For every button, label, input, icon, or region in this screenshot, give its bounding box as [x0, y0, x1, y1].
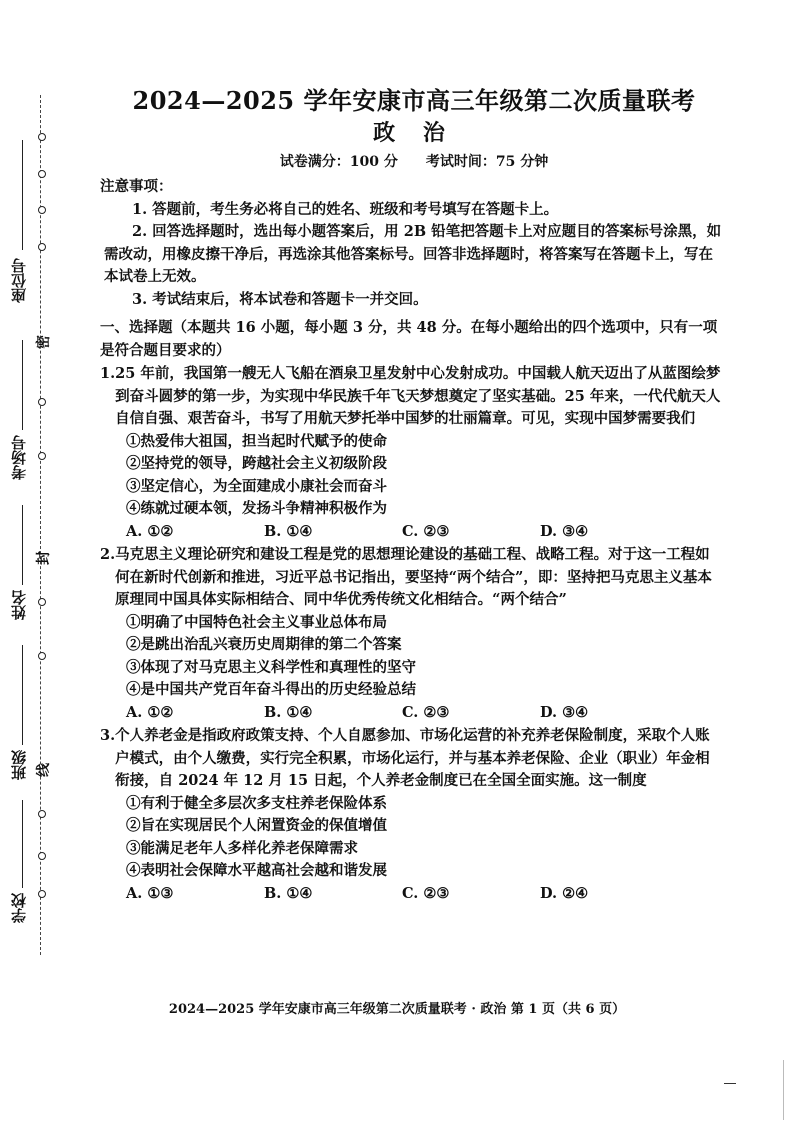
question-1	[100, 363, 724, 543]
statement-item: ④练就过硬本领，发扬斗争精神积极作为	[126, 500, 387, 517]
question-stem: 马克思主义理论研究和建设工程是党的思想理论建设的基础工程、战略工程。对于这一工程如何在新时代创新和推进，习近平总书记指出，要坚持“两个结合”，即：坚持把马克思主义基本原理同中国具体实际相结合、同中华优秀传统文化相结合。“两个结合”	[115, 546, 712, 608]
school-label: 学校	[10, 893, 28, 923]
question-stem: 个人养老金是指政府政策支持、个人自愿参加、市场化运营的补充养老保险制度，采取个人账户模式，由个人缴费，实行完全积累，市场化运行，并与基本养老保险、企业（职业）年金相衔接，自 2024 年 12 月 15 日起，个人养老金制度已在全国全面实施。这一制度	[115, 727, 710, 789]
question-3	[100, 725, 724, 905]
choice-c: C. ②③	[402, 522, 450, 540]
choice-b: B. ①④	[264, 884, 313, 902]
question-number: 3.	[100, 727, 116, 744]
seat-label: 座位号	[10, 258, 28, 303]
page-footer: 2024—2025 学年安康市高三年级第二次质量联考 · 政治 第 1 页（共 6 页）	[168, 1002, 626, 1017]
hole-marker	[38, 398, 46, 406]
seal-char: 密	[36, 335, 52, 349]
statement-item: ①热爱伟大祖国，担当起时代赋予的使命	[126, 432, 387, 450]
answer-choices	[104, 702, 724, 725]
scan-mark	[724, 1083, 736, 1084]
choice-b: B. ①④	[264, 703, 313, 721]
class-label: 班级	[10, 750, 28, 780]
statement-item: ④表明社会保障水平越高社会越和谐发展	[126, 862, 387, 879]
choice-c: C. ②③	[402, 884, 450, 902]
choice-d: D. ②④	[540, 884, 589, 902]
question-number: 1.	[100, 365, 116, 382]
statement-item: ③体现了对马克思主义科学性和真理性的坚守	[126, 658, 416, 676]
hole-marker	[38, 852, 46, 860]
room-line	[22, 340, 23, 430]
notes-heading: 注意事项：	[100, 178, 173, 195]
choice-a: A. ①③	[126, 884, 174, 902]
choice-d: D. ③④	[540, 522, 589, 540]
seal-dashed-line	[40, 95, 41, 955]
hole-marker	[38, 810, 46, 818]
class-line	[22, 645, 23, 745]
note-item: 2. 回答选择题时，选出每小题答案后，用 2B 铅笔把答题卡上对应题目的答案标号涂黑，如需改动，用橡皮擦干净后，再选涂其他答案标号。回答非选择题时，将答案写在答题卡上，写在本试卷上无效。	[104, 223, 722, 285]
hole-marker	[38, 206, 46, 214]
section-heading: 一、选择题（本题共 16 小题，每小题 3 分，共 48 分。在每小题给出的四个选项中，只有一项是符合题目要求的）	[100, 319, 718, 359]
seal-char: 线	[36, 763, 52, 777]
hole-marker	[38, 890, 46, 898]
binding-strip	[0, 0, 80, 1123]
statement-item: ②是跳出治乱兴衰历史周期律的第二个答案	[126, 636, 402, 653]
exam-time: 考试时间：75 分钟	[425, 154, 549, 170]
seal-char: 封	[36, 551, 52, 565]
hole-marker	[38, 170, 46, 178]
answer-choices	[104, 521, 724, 544]
statement-item: ①明确了中国特色社会主义事业总体布局	[126, 613, 387, 631]
note-item: 3. 考试结束后，将本试卷和答题卡一并交回。	[132, 290, 428, 308]
statement-item: ③坚定信心，为全面建成小康社会而奋斗	[126, 477, 387, 495]
statement-item: ①有利于健全多层次多支柱养老保险体系	[126, 794, 387, 812]
full-score: 试卷满分：100 分	[279, 154, 398, 170]
subject-title: 政 治	[373, 120, 455, 146]
exam-room-label: 考场号	[10, 435, 28, 480]
answer-choices	[104, 883, 724, 906]
note-item: 1. 答题前，考生务必将自己的姓名、班级和考号填写在答题卡上。	[132, 200, 559, 218]
exam-page	[100, 86, 724, 905]
statement-item: ④是中国共产党百年奋斗得出的历史经验总结	[126, 681, 416, 698]
hole-marker	[38, 133, 46, 141]
page-edge	[783, 1060, 784, 1120]
seat-line	[22, 140, 23, 250]
statement-item: ②旨在实现居民个人闲置资金的保值增值	[126, 817, 387, 834]
question-2	[100, 544, 724, 724]
choice-d: D. ③④	[540, 703, 589, 721]
name-label: 姓名	[10, 590, 28, 620]
hole-marker	[38, 452, 46, 460]
statement-item: ②坚持党的领导，跨越社会主义初级阶段	[126, 455, 387, 472]
name-line	[22, 505, 23, 585]
question-number: 2.	[100, 546, 116, 563]
exam-meta	[104, 152, 724, 172]
exam-title: 2024—2025 学年安康市高三年级第二次质量联考	[132, 86, 696, 115]
choice-b: B. ①④	[264, 522, 313, 540]
hole-marker	[38, 598, 46, 606]
school-line	[22, 800, 23, 888]
choice-a: A. ①②	[126, 522, 174, 540]
question-stem: 25 年前，我国第一艘无人飞船在酒泉卫星发射中心发射成功。中国载人航天迈出了从蓝图绘梦到奋斗圆梦的第一步，为实现中华民族千年飞天梦想奠定了坚实基础。25 年来，一代代航天人自信自强、艰苦奋斗，书写了用航天梦托举中国梦的壮丽篇章。可见，实现中国梦需要我们	[115, 365, 721, 427]
choice-c: C. ②③	[402, 703, 450, 721]
choice-a: A. ①②	[126, 703, 174, 721]
hole-marker	[38, 243, 46, 251]
hole-marker	[38, 652, 46, 660]
statement-item: ③能满足老年人多样化养老保障需求	[126, 839, 358, 857]
